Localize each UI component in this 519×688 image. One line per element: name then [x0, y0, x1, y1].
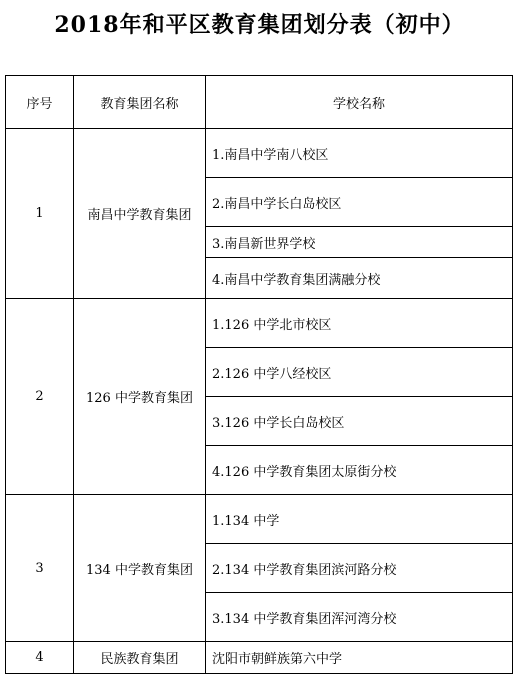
row-number: 1 [6, 129, 74, 299]
row-number: 2 [6, 299, 74, 495]
header-no: 序号 [6, 76, 74, 129]
school-name: 2.134 中学教育集团滨河路分校 [206, 544, 513, 593]
row-number: 4 [6, 642, 74, 674]
page-title: 2018年和平区教育集团划分表（初中） [54, 12, 465, 38]
row-number: 3 [6, 495, 74, 642]
group-name: 126 中学教育集团 [74, 299, 206, 495]
group-name: 民族教育集团 [74, 642, 206, 674]
group-table [5, 75, 513, 674]
school-name: 3.南昌新世界学校 [206, 227, 513, 258]
school-name: 3.126 中学长白岛校区 [206, 397, 513, 446]
header-school: 学校名称 [206, 76, 513, 129]
school-name: 沈阳市朝鲜族第六中学 [206, 642, 513, 674]
school-name: 1.南昌中学南八校区 [206, 129, 513, 178]
group-name: 134 中学教育集团 [74, 495, 206, 642]
school-name: 1.134 中学 [206, 495, 513, 544]
table-row [6, 299, 513, 348]
table-row [6, 129, 513, 178]
table-row [6, 642, 513, 674]
school-name: 3.134 中学教育集团浑河湾分校 [206, 593, 513, 642]
school-name: 1.126 中学北市校区 [206, 299, 513, 348]
school-name: 2.南昌中学长白岛校区 [206, 178, 513, 227]
table-header-row [6, 76, 513, 129]
table-row [6, 495, 513, 544]
group-name: 南昌中学教育集团 [74, 129, 206, 299]
school-name: 4.126 中学教育集团太原街分校 [206, 446, 513, 495]
school-name: 2.126 中学八经校区 [206, 348, 513, 397]
school-name: 4.南昌中学教育集团满融分校 [206, 258, 513, 299]
header-group: 教育集团名称 [74, 76, 206, 129]
